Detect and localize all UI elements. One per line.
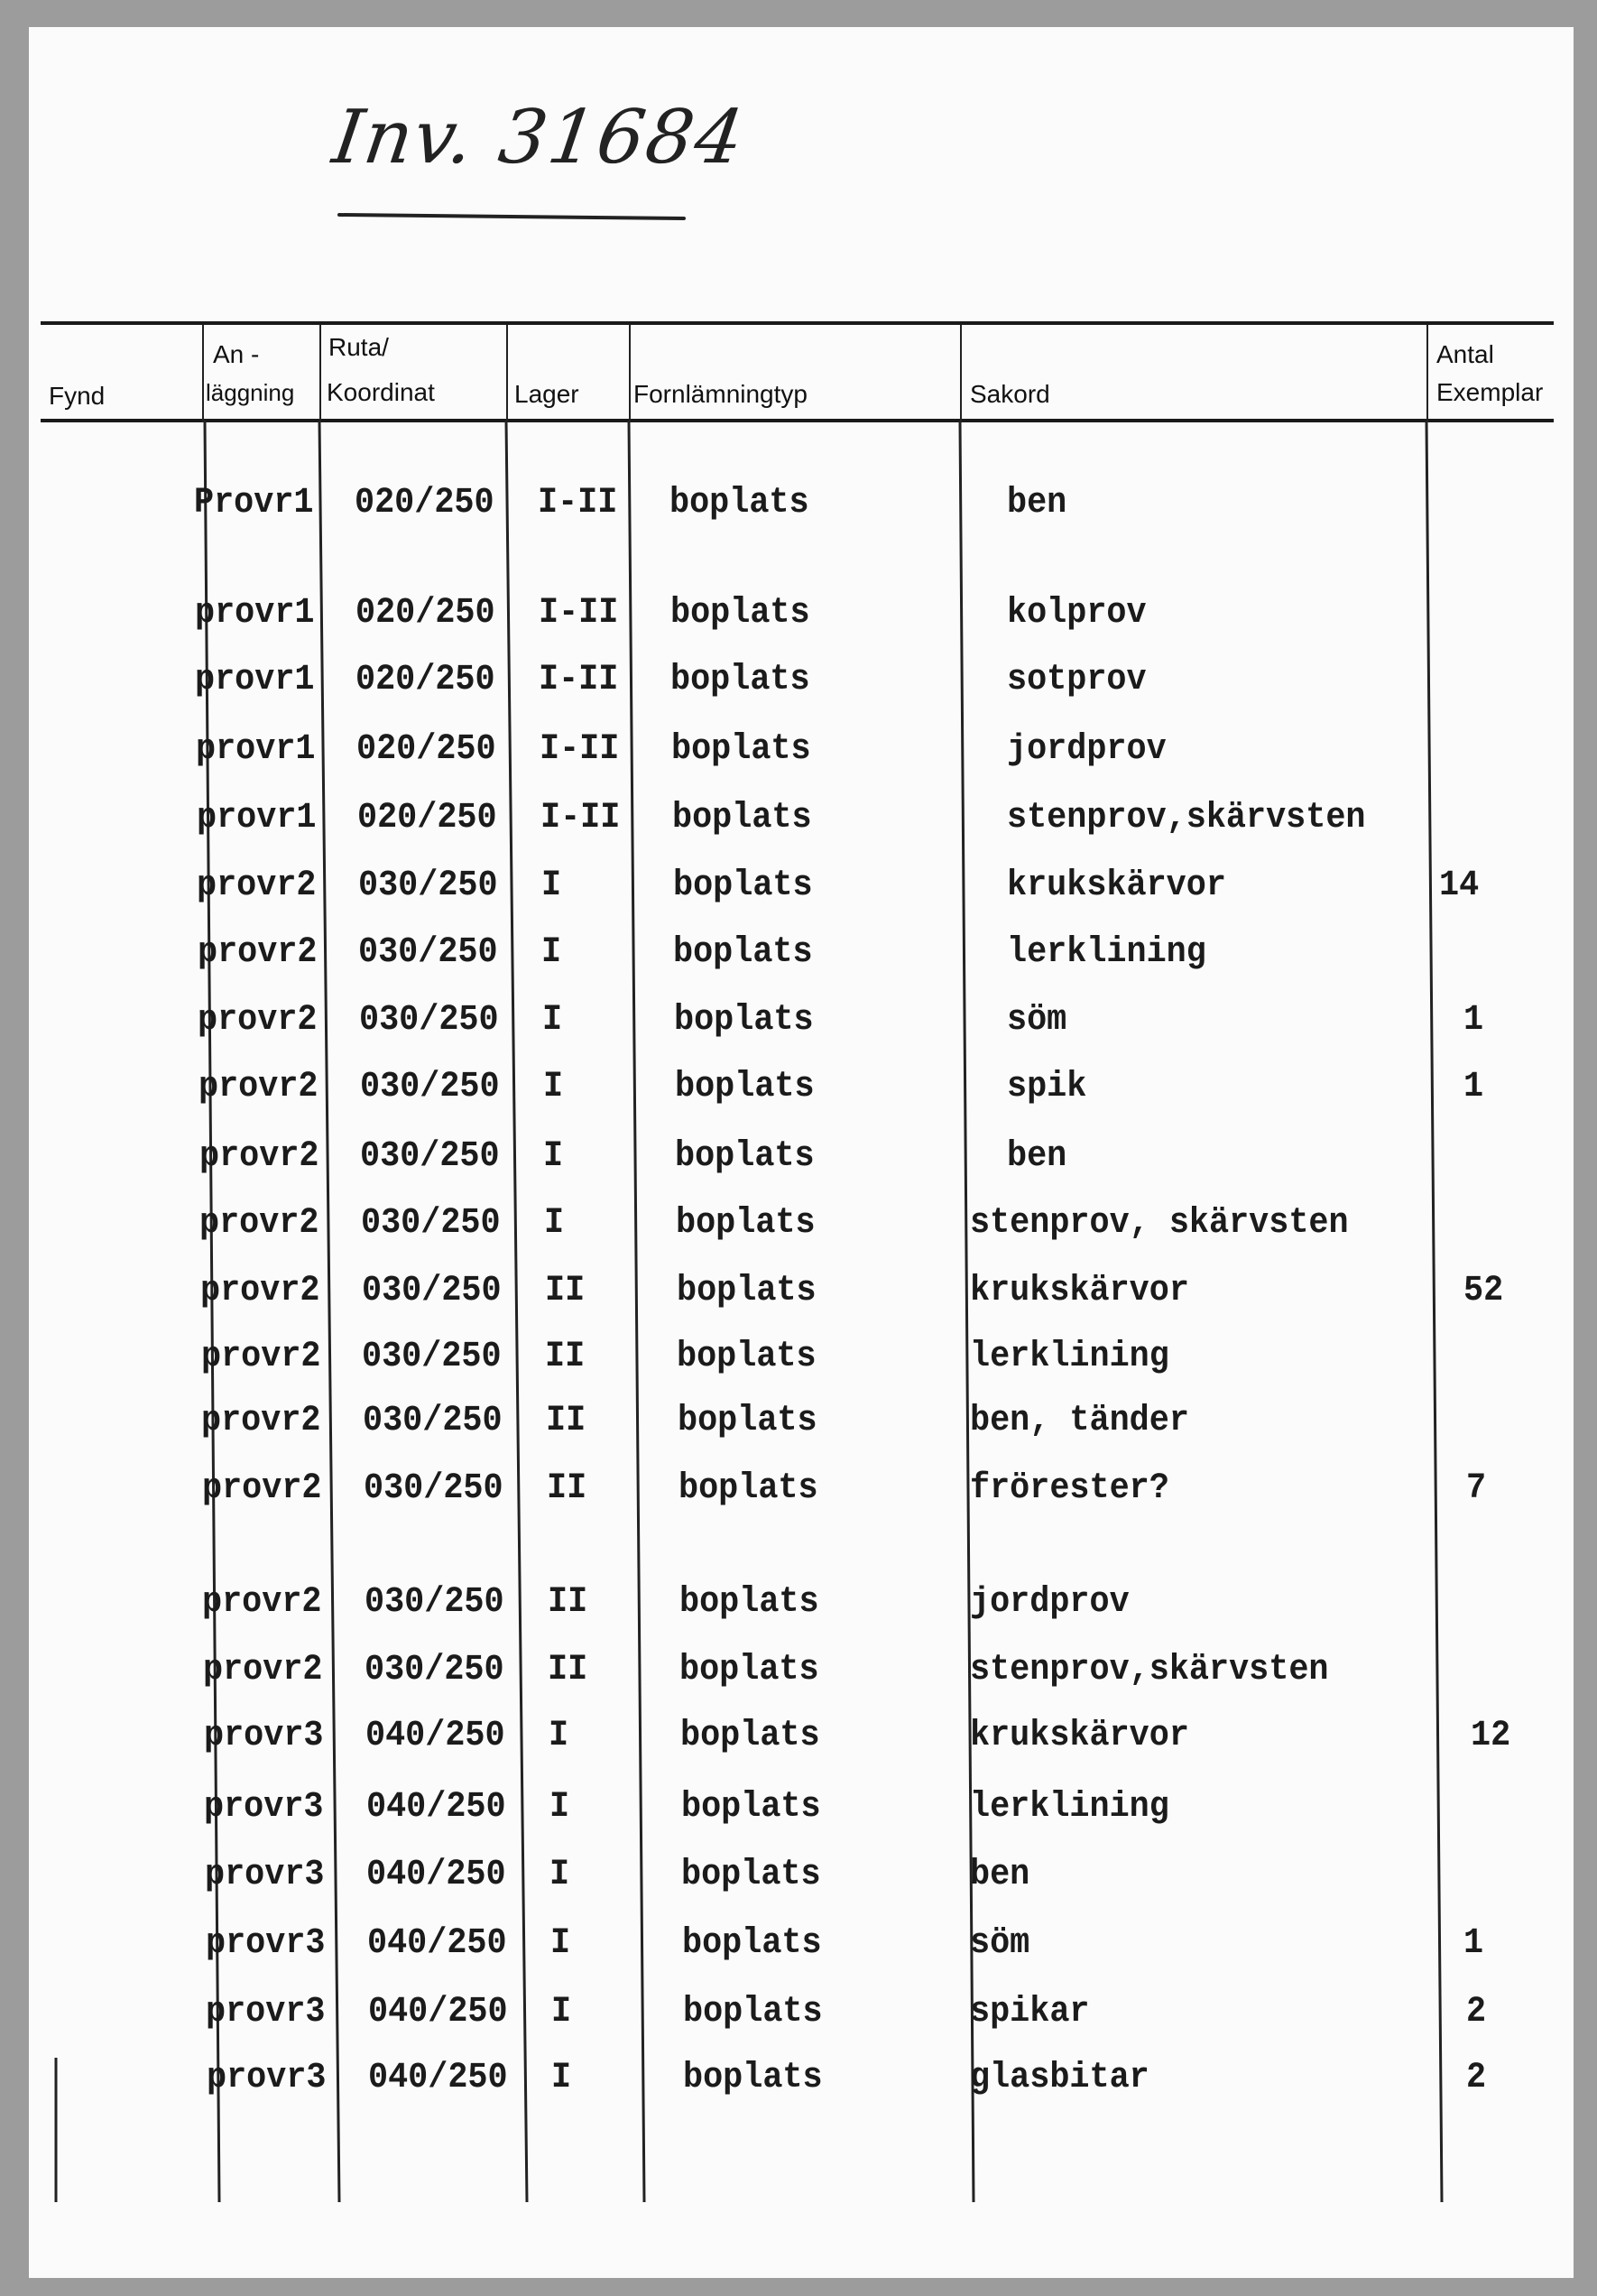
koordinat-cell: 020/250 xyxy=(355,660,495,700)
koordinat-cell: 040/250 xyxy=(367,1992,508,2032)
sakord-cell: lerklining xyxy=(970,1787,1169,1828)
sakord-cell: jordprov xyxy=(970,1582,1130,1623)
anlaggning-cell: provr2 xyxy=(199,1203,319,1244)
anlaggning-cell: Provr1 xyxy=(194,483,314,523)
koordinat-cell: 030/250 xyxy=(362,1337,502,1377)
anlaggning-cell: provr3 xyxy=(204,1787,324,1828)
anlaggning-cell: provr1 xyxy=(196,798,317,838)
lager-cell: I xyxy=(549,1787,569,1828)
antal-cell: 12 xyxy=(1471,1716,1511,1756)
header-anlaggning-line2: läggning xyxy=(206,379,295,406)
sakord-cell: krukskärvor xyxy=(970,1716,1189,1756)
koordinat-cell: 030/250 xyxy=(358,1000,499,1041)
sakord-cell: söm xyxy=(970,1923,1030,1964)
koordinat-cell: 030/250 xyxy=(359,1067,500,1107)
column-rule xyxy=(1426,421,1442,2202)
header-sakord: Sakord xyxy=(970,380,1050,408)
header-antal-line2: Exemplar xyxy=(1436,378,1544,406)
koordinat-cell: 020/250 xyxy=(356,798,497,838)
fornlamningtyp-cell: boplats xyxy=(674,1067,815,1107)
anlaggning-cell: provr2 xyxy=(201,1468,322,1509)
koordinat-cell: 040/250 xyxy=(365,1716,505,1756)
anlaggning-cell: provr2 xyxy=(198,1067,318,1107)
anlaggning-cell: provr2 xyxy=(203,1650,323,1690)
lager-cell: II xyxy=(548,1650,588,1690)
fornlamningtyp-cell: boplats xyxy=(680,1787,821,1828)
anlaggning-cell: provr3 xyxy=(204,1855,325,1895)
anlaggning-cell: provr2 xyxy=(197,866,317,906)
koordinat-cell: 040/250 xyxy=(366,1855,506,1895)
anlaggning-cell: provr3 xyxy=(206,1992,326,2032)
anlaggning-cell: provr1 xyxy=(194,593,315,634)
lager-cell: I xyxy=(550,1992,571,2032)
fornlamningtyp-cell: boplats xyxy=(672,866,813,906)
koordinat-cell: 040/250 xyxy=(365,1787,506,1828)
header-anlaggning-line1: An - xyxy=(213,340,260,368)
sakord-cell: ben xyxy=(1007,483,1067,523)
sakord-cell: spik xyxy=(1007,1067,1087,1107)
fornlamningtyp-cell: boplats xyxy=(678,1401,817,1441)
koordinat-cell: 030/250 xyxy=(363,1401,503,1441)
anlaggning-cell: provr1 xyxy=(195,729,316,770)
fornlamningtyp-cell: boplats xyxy=(673,1000,814,1041)
koordinat-cell: 030/250 xyxy=(360,1136,500,1177)
lager-cell: I xyxy=(544,1203,565,1244)
lager-cell: I xyxy=(551,2058,572,2098)
anlaggning-cell: provr2 xyxy=(200,1337,321,1377)
anlaggning-cell: provr2 xyxy=(197,932,318,973)
lager-cell: II xyxy=(546,1401,586,1441)
fornlamningtyp-cell: boplats xyxy=(682,1923,822,1964)
lager-cell: I-II xyxy=(538,483,618,523)
header-fynd: Fynd xyxy=(49,382,106,410)
lager-cell: I xyxy=(549,1855,570,1895)
sakord-cell: krukskärvor xyxy=(1007,866,1226,906)
lager-cell: I xyxy=(550,1923,571,1964)
sakord-cell: kolprov xyxy=(1007,593,1147,634)
antal-cell: 52 xyxy=(1463,1271,1504,1311)
fornlamningtyp-cell: boplats xyxy=(682,1992,823,2032)
koordinat-cell: 030/250 xyxy=(361,1203,501,1244)
fornlamningtyp-cell: boplats xyxy=(676,1271,817,1311)
antal-cell: 7 xyxy=(1466,1468,1487,1509)
antal-cell: 1 xyxy=(1463,1923,1484,1964)
lager-cell: I-II xyxy=(540,798,621,838)
anlaggning-cell: provr3 xyxy=(206,2058,327,2098)
lager-cell: I xyxy=(541,1000,562,1041)
sakord-cell: söm xyxy=(1007,1000,1067,1041)
lager-cell: II xyxy=(547,1582,587,1623)
anlaggning-cell: provr2 xyxy=(198,1000,318,1041)
koordinat-cell: 020/250 xyxy=(356,729,496,770)
fornlamningtyp-cell: boplats xyxy=(679,1716,820,1756)
lager-cell: I xyxy=(541,932,562,973)
sakord-cell: jordprov xyxy=(1007,729,1167,770)
koordinat-cell: 030/250 xyxy=(364,1582,504,1623)
fornlamningtyp-cell: boplats xyxy=(669,483,809,523)
anlaggning-cell: provr2 xyxy=(201,1401,321,1441)
anlaggning-cell: provr1 xyxy=(195,660,315,700)
antal-cell: 1 xyxy=(1463,1067,1484,1107)
sakord-cell: stenprov,skärvsten xyxy=(1007,798,1366,838)
header-fornlamningtyp: Fornlämningtyp xyxy=(633,380,808,408)
fornlamningtyp-cell: boplats xyxy=(671,729,811,770)
antal-cell: 2 xyxy=(1466,1992,1487,2032)
koordinat-cell: 030/250 xyxy=(358,932,498,973)
anlaggning-cell: provr2 xyxy=(202,1582,322,1623)
fornlamningtyp-cell: boplats xyxy=(673,932,813,973)
header-antal-line1: Antal xyxy=(1436,340,1494,368)
fornlamningtyp-cell: boplats xyxy=(678,1468,818,1509)
sakord-cell: sotprov xyxy=(1007,660,1147,700)
header-ruta-line1: Ruta/ xyxy=(328,333,389,361)
antal-cell: 14 xyxy=(1439,866,1480,906)
anlaggning-cell: provr2 xyxy=(198,1136,319,1177)
sakord-cell: glasbitar xyxy=(970,2058,1149,2098)
lager-cell: II xyxy=(545,1337,586,1377)
handwritten-inventory-number: Inv. 31684 xyxy=(328,95,751,181)
header-koordinat: Koordinat xyxy=(327,378,435,406)
fornlamningtyp-cell: boplats xyxy=(669,593,810,634)
antal-cell: 1 xyxy=(1463,1000,1484,1041)
sakord-cell: spikar xyxy=(970,1992,1090,2032)
sakord-cell: krukskärvor xyxy=(970,1271,1189,1311)
anlaggning-cell: provr3 xyxy=(203,1716,324,1756)
sakord-cell: frörester? xyxy=(970,1468,1169,1509)
header-lager: Lager xyxy=(514,380,579,408)
koordinat-cell: 030/250 xyxy=(361,1271,502,1311)
koordinat-cell: 020/250 xyxy=(355,593,495,634)
koordinat-cell: 030/250 xyxy=(363,1468,503,1509)
sakord-cell: ben xyxy=(970,1855,1030,1895)
fornlamningtyp-cell: boplats xyxy=(671,798,812,838)
sakord-cell: stenprov,skärvsten xyxy=(970,1650,1329,1690)
sakord-cell: lerklining xyxy=(970,1337,1169,1377)
anlaggning-cell: provr3 xyxy=(205,1923,326,1964)
koordinat-cell: 030/250 xyxy=(365,1650,504,1690)
fornlamningtyp-cell: boplats xyxy=(676,1203,816,1244)
lager-cell: I-II xyxy=(539,660,619,700)
fornlamningtyp-cell: boplats xyxy=(679,1650,819,1690)
koordinat-cell: 040/250 xyxy=(368,2058,508,2098)
lager-cell: I xyxy=(548,1716,568,1756)
koordinat-cell: 030/250 xyxy=(357,866,498,906)
sakord-cell: ben, tänder xyxy=(970,1401,1189,1441)
fornlamningtyp-cell: boplats xyxy=(683,2058,823,2098)
lager-cell: II xyxy=(546,1468,586,1509)
lager-cell: II xyxy=(544,1271,585,1311)
fornlamningtyp-cell: boplats xyxy=(677,1337,817,1377)
fornlamningtyp-cell: boplats xyxy=(678,1582,819,1623)
column-rule xyxy=(629,421,644,2202)
lager-cell: I xyxy=(540,866,561,906)
sakord-cell: ben xyxy=(1007,1136,1067,1177)
koordinat-cell: 040/250 xyxy=(367,1923,507,1964)
lager-cell: I-II xyxy=(540,729,620,770)
lager-cell: I-II xyxy=(538,593,619,634)
koordinat-cell: 020/250 xyxy=(355,483,494,523)
sakord-cell: stenprov, skärvsten xyxy=(970,1203,1349,1244)
fornlamningtyp-cell: boplats xyxy=(681,1855,821,1895)
lager-cell: I xyxy=(542,1067,563,1107)
lager-cell: I xyxy=(543,1136,564,1177)
antal-cell: 2 xyxy=(1466,2058,1487,2098)
anlaggning-cell: provr2 xyxy=(199,1271,320,1311)
column-rule xyxy=(506,421,527,2202)
fornlamningtyp-cell: boplats xyxy=(675,1136,815,1177)
fornlamningtyp-cell: boplats xyxy=(670,660,810,700)
sakord-cell: lerklining xyxy=(1007,932,1206,973)
